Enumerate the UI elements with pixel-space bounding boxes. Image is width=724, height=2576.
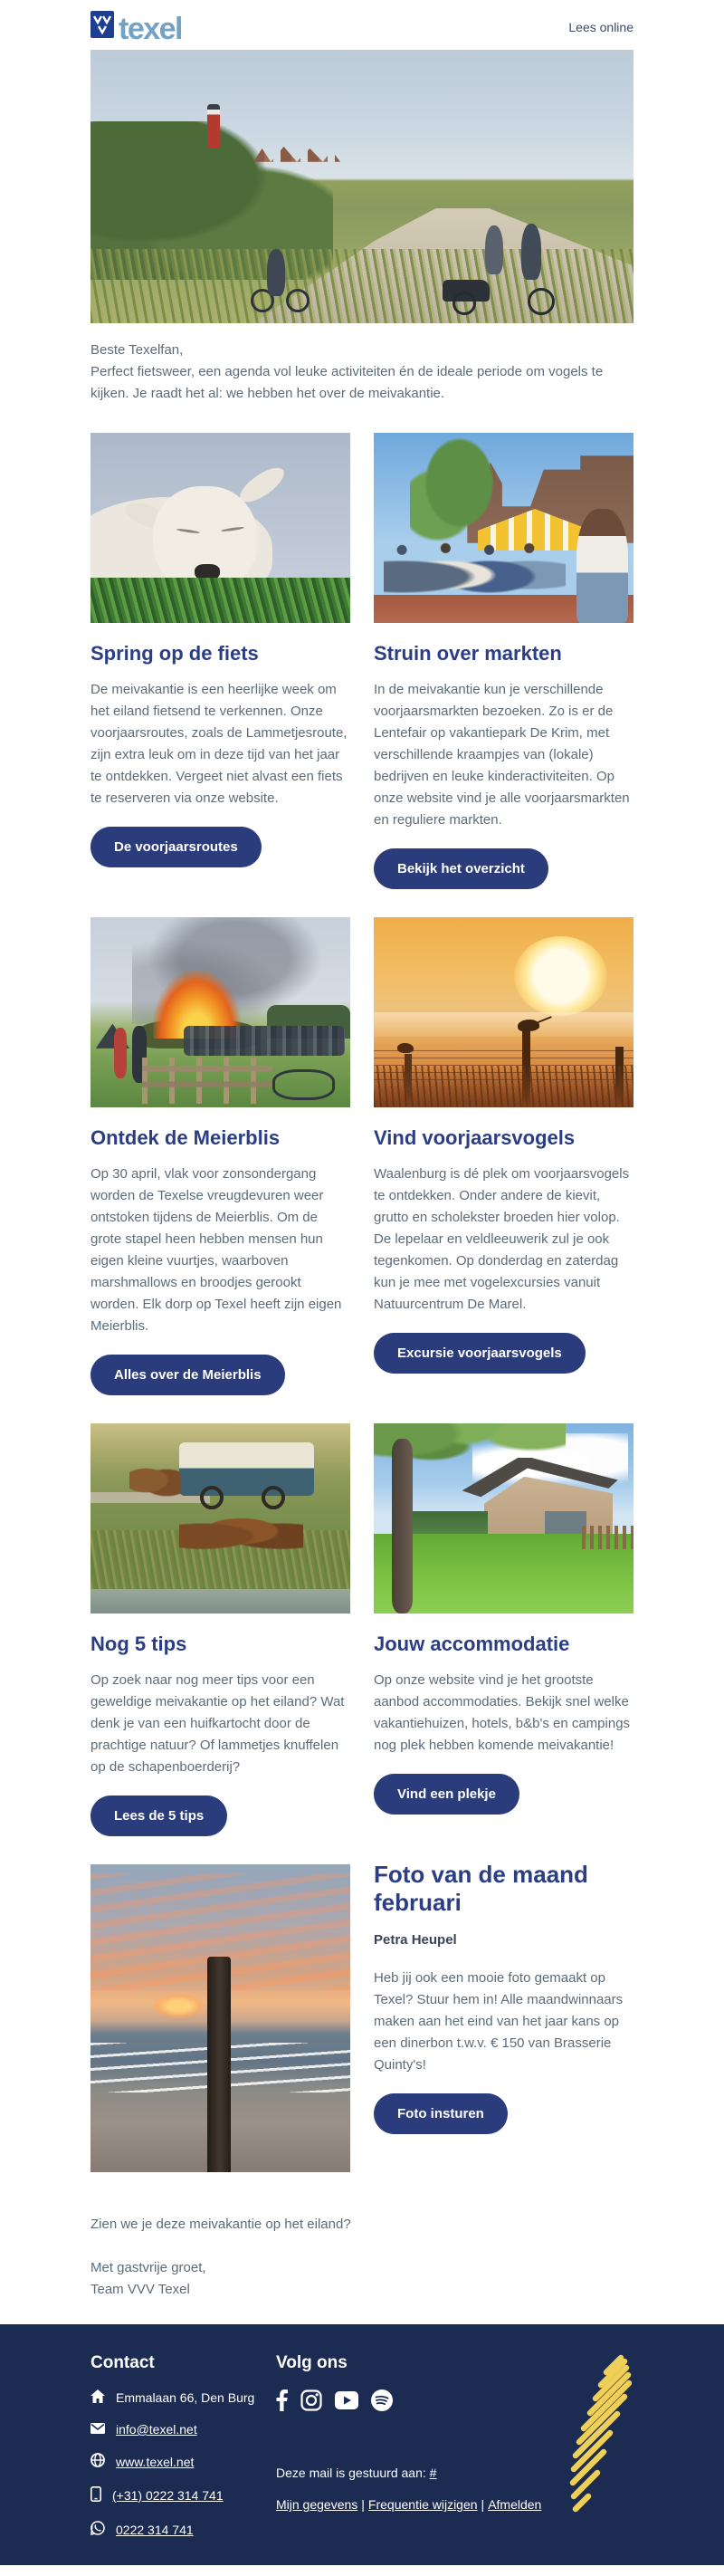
afmelden-link[interactable]: Afmelden [488,2497,542,2512]
intro-body: Perfect fietsweer, een agenda vol leuke activiteiten én de ideale periode om vogels te kijken. Je raadt het al: we hebben het over de meivakantie. [90,364,604,401]
setting-sun-shape [153,1994,205,2018]
intro-greeting: Beste Texelfan, [90,342,184,358]
bike-wheel-shape [286,289,310,312]
texel-logo[interactable] [90,11,182,46]
contact-heading: Contact [90,2353,155,2372]
card-title: Ontdek de Meierblis [90,1126,281,1149]
reeds-shape [374,1066,634,1107]
holiday-home-photo[interactable] [374,1423,634,1614]
card-spring-op-de-fiets [90,433,350,889]
contact-website-row [90,2453,276,2470]
highland-cattle-shape [179,1511,304,1553]
wooden-pole-shape [207,1957,231,2172]
link-separator: | [361,2497,365,2512]
intro-paragraph [90,340,634,405]
card-title: Vind voorjaarsvogels [374,1126,576,1149]
beach-sunset-photo[interactable] [90,1864,350,2172]
bonfire-photo[interactable] [90,917,350,1107]
photo-month-title: Foto van de maand februari [374,1861,588,1916]
crowd-shape [184,1026,345,1057]
card-title: Spring op de fiets [90,642,259,665]
foreground-grass-shape [90,249,634,323]
cyclist-woman-shape [485,225,503,274]
frequentie-wijzigen-link[interactable]: Frequentie wijzigen [367,2497,478,2512]
mobile-icon [90,2486,101,2504]
card-nog-5-tips [90,1423,350,1836]
card-title: Struin over markten [374,642,562,665]
hedge-shape [405,1511,488,1536]
card-body: Op 30 april, vlak voor zonsondergang worden de Texelse vreugdevuren weer ontstoken tijdens de Meierblis. Om de grote stapel heen hebben mensen hun eigen kleine vuurtjes, waarboven marshmallows en broodjes gerookt worden. Elk dorp op Texel heeft zijn eigen Meierblis. [90,1166,342,1334]
email-link[interactable]: info@texel.net [116,2422,197,2437]
lamb-photo[interactable] [90,433,350,623]
sent-to-address-link[interactable]: # [429,2466,437,2480]
card-voorjaarsvogels [374,917,634,1395]
markten-overzicht-button[interactable]: Bekijk het overzicht [374,848,548,889]
salutation-line: Met gastvrije groet, [90,2260,206,2275]
meierblis-button[interactable]: Alles over de Meierblis [90,1355,285,1395]
spectator-shape [114,1028,127,1079]
footer [0,2324,724,2565]
hero-photo[interactable] [90,50,634,323]
mijn-gegevens-link[interactable]: Mijn gegevens [276,2497,358,2512]
bottom-strip [0,2565,724,2576]
address-text: Emmalaan 66, Den Burg [116,2390,255,2405]
read-online-link[interactable]: Lees online [568,19,634,34]
phone-link[interactable]: (+31) 0222 314 741 [112,2488,224,2503]
fence-shape [582,1526,634,1548]
wooden-fence-shape [142,1058,272,1103]
vogelexcursie-button[interactable]: Excursie voorjaarsvogels [374,1333,586,1374]
website-link[interactable]: www.texel.net [116,2454,195,2469]
sent-to-line [276,2466,568,2480]
card-row-2 [90,917,634,1395]
foto-insturen-button[interactable]: Foto insturen [374,2093,508,2134]
card-row-3 [90,1423,634,1836]
footer-logo-column [568,2353,634,2538]
footer-links [276,2497,568,2512]
header [90,0,634,50]
card-title: Jouw accommodatie [374,1633,570,1655]
globe-icon [90,2453,105,2470]
footer-follow-column [276,2353,568,2538]
covered-wagon-photo[interactable] [90,1423,350,1614]
cyclist-girl-shape [267,249,285,296]
card-body: Op zoek naar nog meer tips voor een geweldige meivakantie op het eiland? Wat denk je van een huifkartocht door de prachtige natuur? Of lammetjes knuffelen op de schapenboerderij? [90,1672,345,1775]
sunrise-birds-photo[interactable] [374,917,634,1107]
photo-month-body: Heb jij ook een mooie foto gemaakt op Texel? Stuur hem in! Alle maandwinnaars maken aan het eind van het jaar kans op een dinerbon t.w.v. € 150 van Brasserie Quinty's! [374,1970,624,2073]
lighthouse-shape [207,104,220,148]
vvv-shield-icon [90,11,114,43]
photo-of-the-month-text [374,1861,634,2172]
market-photo[interactable] [374,433,634,623]
card-title: Nog 5 tips [90,1633,187,1655]
card-body: Op onze website vind je het grootste aanbod accommodaties. Bekijk snel welke vakantiehuizen, hotels, b&b's en campings nog plek hebben komende meivakantie! [374,1672,631,1753]
crowd-shape [384,540,566,597]
card-body: In de meivakantie kun je verschillende voorjaarsmarkten bezoeken. Zo is er de Lentefair op vakantiepark De Krim, met verschillende kraampjes van (lokale) bedrijven en leuke kinderactiviteiten. Op onze website vind je alle voorjaarsmarkten en reguliere markten. [374,682,630,828]
contact-whatsapp-row [90,2521,276,2538]
footer-contact-column [90,2353,276,2538]
youtube-icon[interactable] [335,2391,358,2409]
facebook-icon[interactable] [276,2389,288,2411]
social-icons [276,2389,568,2411]
texel-island-stripes-icon [568,2504,632,2520]
covered-wagon-shape [179,1442,314,1496]
mist-shape [374,1012,634,1037]
sent-to-label: Deze mail is gestuurd aan: [276,2466,426,2480]
envelope-icon [90,2422,105,2437]
visitor-shape [576,509,628,623]
contact-address-row [90,2389,276,2406]
whatsapp-icon [90,2521,105,2538]
instagram-icon[interactable] [300,2389,322,2411]
voorjaarsroutes-button[interactable]: De voorjaarsroutes [90,827,262,867]
closing-question: Zien we je deze meivakantie op het eiland? [90,2217,351,2232]
card-body: De meivakantie is een heerlijke week om het eiland fietsend te verkennen. Onze voorjaarsroutes, zoals de Lammetjesroute, zijn extra leuk om in deze tijd van het jaar te ontdekken. Vergeet niet alvast een fiets te reserveren via onze website. [90,682,348,806]
contact-phone-row [90,2486,276,2504]
home-icon [90,2389,105,2406]
bike-wheel-shape [528,288,555,315]
photo-author: Petra Heupel [374,1932,457,1948]
whatsapp-link[interactable]: 0222 314 741 [116,2522,194,2537]
card-row-1 [90,433,634,889]
spotify-icon[interactable] [371,2389,393,2411]
card-body: Waalenburg is dé plek om voorjaarsvogels te ontdekken. Onder andere de kievit, grutto en scholekster broeden hier volop. De lepelaar en veldleeuwerik zul je ook tegenkomen. Op donderdag en zaterdag kun je mee met vogelexcursies vanuit Natuurcentrum De Marel. [374,1166,630,1312]
wagon-wheel-shape [200,1486,224,1509]
team-line: Team VVV Texel [90,2282,190,2297]
link-separator: | [481,2497,485,2512]
card-struin-over-markten [374,433,634,889]
cyclist-man-shape [521,224,541,280]
vind-plekje-button[interactable]: Vind een plekje [374,1774,519,1815]
card-accommodatie [374,1423,634,1836]
bicycle-shape [272,1069,335,1100]
photo-of-the-month-section [90,1861,634,2172]
bike-wheel-shape [452,292,476,315]
contact-email-row [90,2422,276,2437]
logo-wordmark: texel [119,12,182,46]
grass-shape [90,578,350,623]
follow-heading: Volg ons [276,2353,348,2372]
wagon-wheel-shape [262,1486,285,1509]
sun-shape [514,936,607,1016]
horses-shape [129,1461,181,1499]
water-pool-shape [90,1589,350,1614]
closing-salutation [90,2257,634,2301]
tree-trunk-shape [392,1439,413,1614]
bird-shape [397,1043,414,1053]
lees-tips-button[interactable]: Lees de 5 tips [90,1796,227,1836]
card-meierblis [90,917,350,1395]
